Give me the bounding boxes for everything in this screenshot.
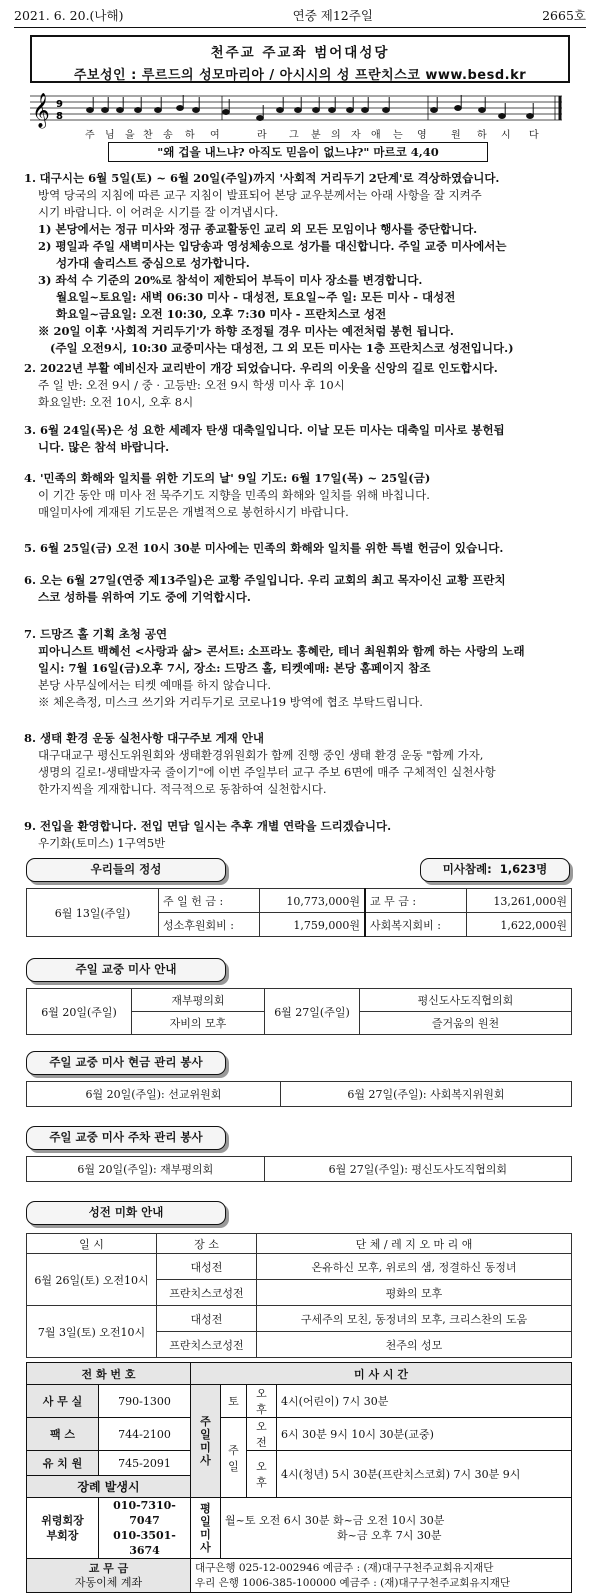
header-rule (14, 27, 586, 28)
lyric-syllable: 영 (417, 130, 427, 141)
music-note (257, 116, 264, 121)
music-note (223, 110, 230, 115)
offering-title: 우리들의 정성 (26, 858, 226, 882)
music-note (527, 114, 534, 119)
music-staff (30, 90, 562, 126)
hymn-lyrics (30, 126, 562, 140)
notice-7: 7. 드망즈 홀 기획 초청 공연 피아니스트 백혜선 <사랑과 삶> 콘서트: 소프라노 홍혜란, 테너 최원휘와 함께 하는 사랑의 노래 일시: 7월 16일(금)오후 7시, 장소: 드망즈 홀, 티켓예매: 본당 홈페이지 참조 본당 사무실에서는 티켓 예매를 하지 않습니다. ※ 체온측정, 미스크 쓰기와 거리두기로 코로나19 방역에 협조 부탁드립니다. (24, 627, 525, 709)
cash-title: 주일 교중 미사 현금 관리 봉사 (26, 1051, 226, 1075)
music-note (295, 108, 302, 113)
lyric-syllable: 찬 (143, 130, 153, 141)
notice-4: 4. '민족의 화해와 일치를 위한 기도의 날' 9일 기도: 6월 17일(목) ~ 25일(금) 이 기간 동안 매 미사 전 묵주기도 지향을 민족의 화해와 일치를 위해 바칩니다. 매일미사에 게재된 기도문은 개별적으로 봉헌하시기 바랍니다. (24, 471, 431, 519)
weekday-mass-label: 평일 미사 (191, 1498, 221, 1559)
lyric-syllable: 라 (257, 130, 267, 141)
music-note (135, 108, 142, 113)
beauty-title: 성전 미화 안내 (26, 1201, 226, 1225)
music-note (193, 108, 200, 113)
issue-date: 2021. 6. 20.(나해) (14, 8, 124, 23)
attendance-badge: 미사참례: 1,623명 (420, 858, 570, 882)
time-sig-top: 9 (56, 99, 63, 110)
lyric-syllable: 분 (311, 130, 321, 141)
music-note (87, 108, 94, 113)
music-note (155, 108, 162, 113)
notice-3: 3. 6월 24일(목)은 성 요한 세례자 탄생 대축일입니다. 이날 모든 미사는 대축일 미사로 봉헌됩 니다. 많은 참석 바랍니다. (24, 423, 505, 454)
mass-guide-table: 6월 20일(주일) 재부평의회 6월 27일(주일) 평신도사도직협의회 자비의 모후 즐거움의 원천 (26, 988, 572, 1035)
patron-saints: 주보성인 : 루르드의 성모마리아 / 아시시의 성 프란치스코 www.besd.kr (73, 68, 527, 83)
lyric-syllable: 하 (477, 130, 487, 141)
music-note (117, 108, 124, 113)
liturgical-week: 연중 제12주일 (292, 8, 373, 23)
music-note (383, 108, 390, 113)
lyric-syllable: 송 (163, 130, 173, 141)
title-box (30, 35, 570, 83)
treble-clef-icon: 𝄞 (32, 93, 50, 128)
music-note (479, 108, 486, 113)
beauty-table: 일 시 장 소 단 체 / 레 지 오 마 리 애 6월 26일(토) 오전10시 대성전 온유하신 모후, 위로의 샘, 정결하신 동정녀 프란치스코성전 평화의 모후 7월 3일(토) 오전10시 대성전 구세주의 모친, 동정녀의 모후, 크리스찬의 도움 프란치스코성전 천주의 성모 (26, 1233, 572, 1358)
notice-9: 9. 전입을 환영합니다. 전입 면담 일시는 추후 개별 연락을 드리겠습니다. 우기화(토미스) 1구역5반 (24, 819, 392, 850)
lyric-syllable: 여 (210, 130, 220, 141)
lyric-syllable: 애 (371, 130, 381, 141)
lyric-syllable: 을 (125, 130, 135, 141)
parking-table: 6월 20일(주일): 재부평의회 6월 27일(주일): 평신도사도직협의회 (26, 1156, 572, 1182)
offering-date: 6월 13일(주일) (27, 889, 159, 937)
notice-5: 5. 6월 25일(금) 오전 10시 30분 미사에는 민족의 화해와 일치를 위한 특별 헌금이 있습니다. (24, 541, 504, 555)
music-note (329, 108, 336, 113)
issue-number: 2665호 (542, 8, 586, 23)
music-note (431, 108, 438, 113)
music-note (499, 114, 506, 119)
notice-8: 8. 생태 환경 운동 실천사항 대구주보 게재 안내 대구대교구 평신도위원회와 생태환경위원회가 함께 진행 중인 생태 환경 운동 "함께 가자, 생명의 길로!-생태발자국 줄이기"에 이번 주일부터 교구 주보 6면에 매주 구체적인 실천사항 한가지씩을 게재합니다. 적극적으로 동참하여 실천합시다. (24, 731, 496, 796)
lyric-syllable: 그 (289, 130, 299, 141)
music-note (277, 108, 284, 113)
footer-table: 전 화 번 호 미 사 시 간 사 무 실 790-1300 주일 미사 토 오후 4시(어린이) 7시 30분 팩 스 744-2100 주일 오전 6시 30분 9시 10시 30분(교중) 유 치 원 745-2091 오후 4시(청년) 5시 30분(프란치스코회) 7시 30분 9시 장례 발생시 위령회장 부회장 010-7310-7047 010-3501-3674 평일 미사 월~토 오전 6시 30분 화~금 오전 10시 30분 화~금 오후 7시 30분 교 무 금 자동이체 계좌 대구은행 025-12-002946 예금주 : (재)대구구천주교회유지재단 우리 은행 1006-385-100000 예금주 : (재)대구구천주교회유지재단 (26, 1362, 572, 1593)
time-sig-bottom: 8 (56, 111, 63, 122)
lyric-syllable: 의 (331, 130, 341, 141)
lyric-syllable: 원 (451, 130, 461, 141)
offering-table: 6월 13일(주일) 주 일 헌 금 : 10,773,000원 교 무 금 : 13,261,000원 성소후원회비 : 1,759,000원 사회복지회비 : 1,622,000원 (26, 888, 572, 937)
music-note (455, 106, 462, 111)
cash-table: 6월 20일(주일): 선교위원회 6월 27일(주일): 사회복지위원회 (26, 1081, 572, 1107)
notice-1: 1. 대구시는 6월 5일(토) ~ 6월 20일(주일)까지 '사회적 거리두기 2단계'로 격상하였습니다. 방역 당국의 지침에 따른 교구 지침이 발표되어 본당 교우분께서는 아래 사항을 잘 지켜주 시기 바랍니다. 이 어려운 시기를 잘 이겨냅시다. 1) 본당에서는 정규 미사와 정규 종교활동인 교리 외 모든 모임이나 행사를 중단합니다. 2) 평일과 주일 새벽미사는 입당송과 영성체송으로 성가를 대신합니다. 주일 교중 미사에서는 성가대 솔리스트 중심으로 성가합니다. 3) 좌석 수 기준의 20%로 참석이 제한되어 부득이 미사 장소를 변경합니다. 월요일~토요일: 새벽 06:30 미사 - 대성전, 토요일~주 일: 모든 미사 - 대성전 화요일~금요일: 오전 10:30, 오후 7:30 미사 - 프란치스코 성전 ※ 20일 이후 '사회적 거리두기'가 하향 조정될 경우 미사는 예전처럼 봉헌 됩니다. (주일 오전9시, 10:30 교중미사는 대성전, 그 외 모든 미사는 1층 프란치스코 성전입니다.) (24, 171, 514, 355)
music-note (347, 108, 354, 113)
parish-name: 천주교 주교좌 범어대성당 (210, 45, 390, 61)
bulletin-header (14, 6, 586, 26)
music-note (313, 108, 320, 113)
parking-title: 주일 교중 미사 주차 관리 봉사 (26, 1126, 226, 1150)
gospel-quote: "왜 겁을 내느냐? 아직도 믿음이 없느냐?" 마르코 4,40 (108, 142, 488, 162)
lyric-syllable: 자 (351, 130, 361, 141)
lyric-syllable: 님 (105, 130, 115, 141)
sunday-mass-label: 주일 미사 (191, 1385, 221, 1498)
lyric-syllable: 주 (85, 130, 95, 141)
notice-6: 6. 오는 6월 27일(연중 제13주일)은 교황 주일입니다. 우리 교회의 최고 목자이신 교황 프란치 스코 성하를 위하여 기도 중에 기억합시다. (24, 573, 506, 604)
lyric-syllable: 시 (501, 130, 511, 141)
music-note (362, 108, 369, 113)
lyric-syllable: 하 (185, 130, 195, 141)
music-note (177, 106, 184, 111)
notice-2: 2. 2022년 부활 예비신자 교리반이 개강 되었습니다. 우리의 이웃을 신앙의 길로 인도합시다. 주 일 반: 오전 9시 / 중 · 고등반: 오전 9시 학생 미사 후 10시 화요일반: 오전 10시, 오후 8시 (24, 361, 498, 409)
music-note (102, 108, 109, 113)
lyric-syllable: 다 (529, 130, 539, 141)
mass-guide-title: 주일 교중 미사 안내 (26, 958, 226, 982)
lyric-syllable: 는 (393, 130, 403, 141)
